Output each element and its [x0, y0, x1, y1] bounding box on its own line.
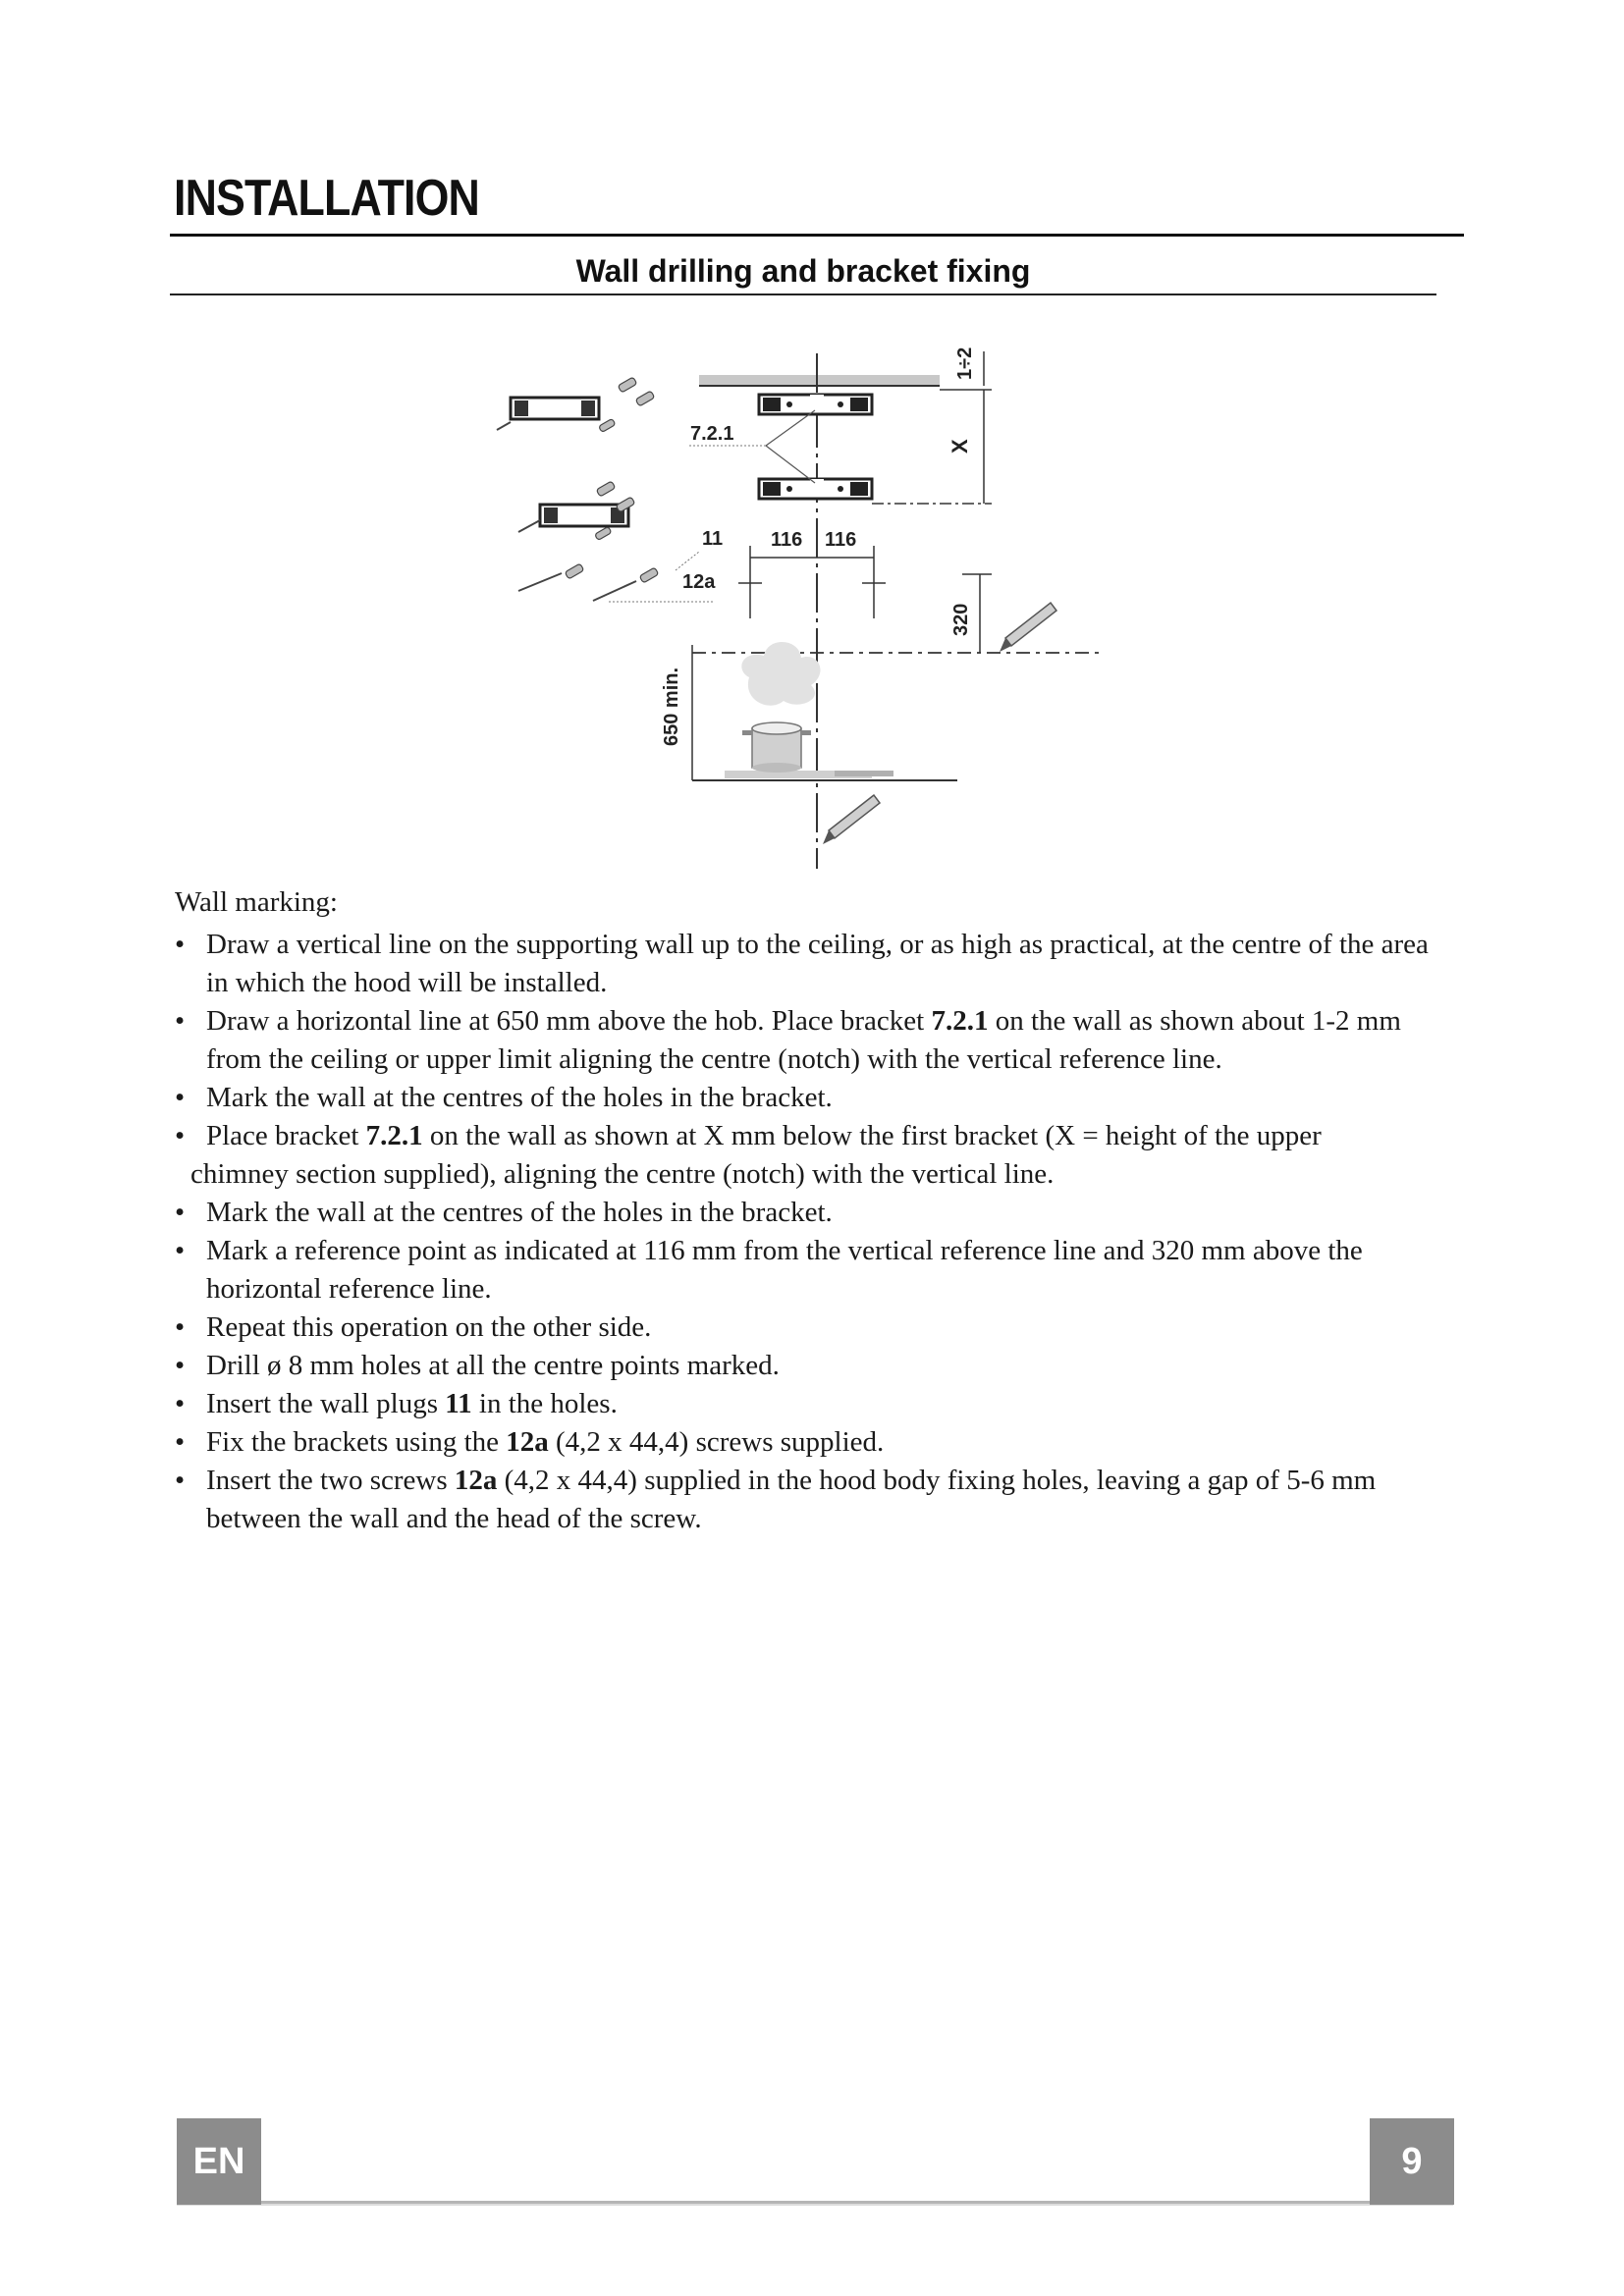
- lower-bracket: [759, 479, 872, 499]
- label-gap: 1÷2: [954, 347, 976, 380]
- step-continuation: chimney section supplied), aligning the centre (notch) with the vertical line.: [190, 1158, 1055, 1190]
- label-dim-left: 116: [771, 529, 803, 551]
- step-text: in the holes.: [471, 1388, 618, 1419]
- label-height: 320: [950, 603, 972, 636]
- section-title: Wall drilling and bracket fixing: [575, 253, 1031, 289]
- leader-7-2-1-bottom: [766, 446, 815, 483]
- loose-bracket-top: [511, 398, 599, 419]
- leader-plug: [676, 552, 699, 570]
- step-ref-plug: 11: [445, 1388, 472, 1419]
- step-text: on the wall as shown at X mm below the first bracket (X = height of the upper: [422, 1120, 1322, 1151]
- label-bracket: 7.2.1: [690, 423, 734, 445]
- label-dim-right: 116: [825, 529, 857, 551]
- step-item: • Mark a reference point as indicated at 116 mm from the vertical reference line and 320 mm above the horizontal reference line.: [175, 1232, 1451, 1308]
- upper-bracket: [759, 395, 872, 414]
- instructions: [175, 883, 1451, 1538]
- label-min: 650 min.: [661, 667, 682, 746]
- step-item: [175, 1423, 1451, 1462]
- section-rule: [170, 294, 1436, 295]
- label-x: X: [947, 439, 972, 454]
- pencil-lower: [823, 795, 880, 844]
- label-plug: 11: [702, 528, 724, 550]
- step-text: Place bracket: [206, 1120, 366, 1151]
- step-item: • Mark the wall at the centres of the holes in the bracket.: [175, 1079, 1451, 1117]
- step-ref-screw: 12a: [454, 1465, 498, 1496]
- step-text: (4,2 x 44,4) supplied in the hood body fixing holes, leaving a gap of 5-6 mm between the wall and the head of the screw.: [206, 1465, 1377, 1534]
- label-screw: 12a: [682, 571, 716, 593]
- title-rule: [170, 234, 1464, 237]
- page-number: 9: [1370, 2118, 1454, 2205]
- ceiling-shade: [699, 375, 940, 385]
- step-item: [175, 1002, 1451, 1079]
- step-ref-screw: 12a: [506, 1426, 549, 1458]
- hob-plate-right: [835, 771, 893, 776]
- step-item: • Draw a vertical line on the supporting wall up to the ceiling, or as high as practical, at the centre of the area in which the hood will be installed.: [175, 926, 1451, 1002]
- step-item: • Drill ø 8 mm holes at all the centre points marked.: [175, 1347, 1451, 1385]
- step-text: on the wall as shown about 1-2 mm from the ceiling or upper limit aligning the centre (notch) with the vertical reference line.: [206, 1005, 1401, 1075]
- pencil-upper: [1000, 603, 1056, 652]
- language-badge: EN: [177, 2118, 261, 2205]
- page-title: INSTALLATION: [174, 170, 479, 227]
- step-item: [175, 1117, 1451, 1155]
- intro-text: Wall marking:: [175, 886, 338, 918]
- step-text: Insert the wall plugs: [206, 1388, 446, 1419]
- step-item: • Repeat this operation on the other side.: [175, 1308, 1451, 1347]
- footer-rule-shadow: [177, 2204, 1453, 2206]
- pot-illustration: [741, 642, 820, 773]
- step-text: Draw a horizontal line at 650 mm above the hob. Place bracket: [206, 1005, 932, 1037]
- step-item: [175, 1385, 1451, 1423]
- step-text: Insert the two screws: [206, 1465, 455, 1496]
- step-text: Fix the brackets using the: [206, 1426, 507, 1458]
- steps-list: [175, 926, 1451, 1538]
- step-ref-bracket: 7.2.1: [931, 1005, 989, 1037]
- loose-bracket-bottom: [540, 505, 628, 526]
- step-ref-bracket: 7.2.1: [365, 1120, 423, 1151]
- step-item: • Mark the wall at the centres of the holes in the bracket.: [175, 1194, 1451, 1232]
- step-text: (4,2 x 44,4) screws supplied.: [548, 1426, 885, 1458]
- step-item: [175, 1462, 1451, 1538]
- installation-diagram: [471, 324, 1139, 874]
